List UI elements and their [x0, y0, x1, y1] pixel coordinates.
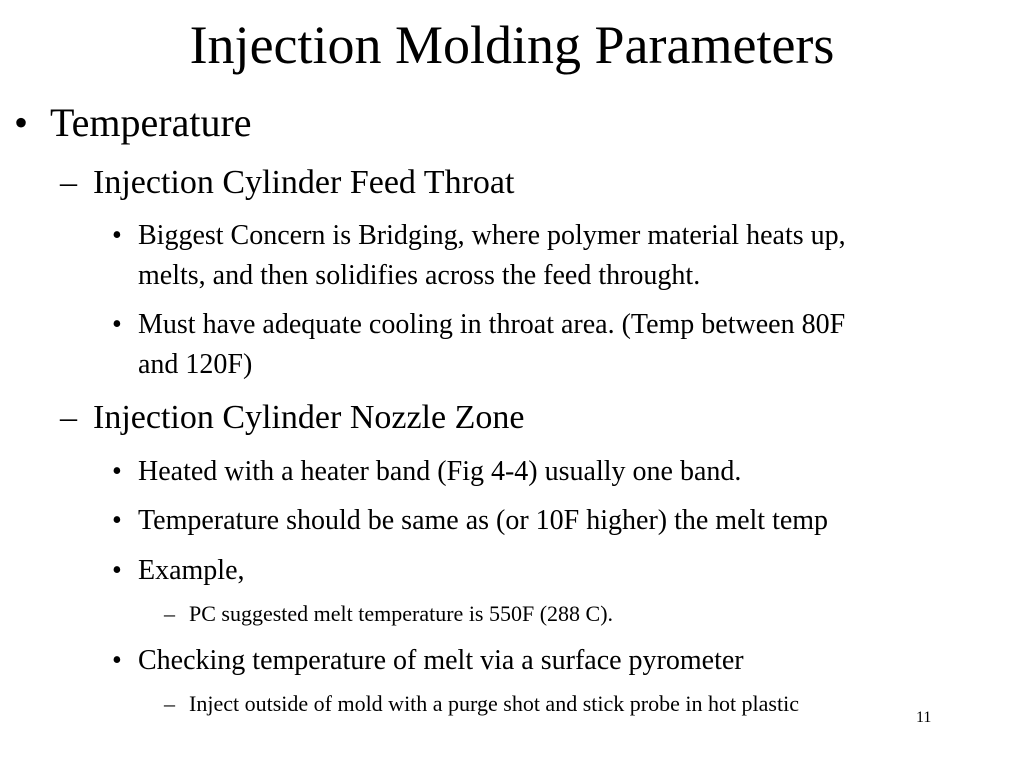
dash-marker: –	[164, 691, 175, 716]
sub-bullet-text: Inject outside of mold with a purge shot and stick probe in hot plastic	[189, 691, 799, 716]
bullet-text: Temperature should be same as (or 10F higher) the melt temp	[138, 505, 829, 536]
slide-number: 11	[916, 709, 932, 726]
dash-marker: –	[60, 164, 77, 201]
bullet-text-line-1: Must have adequate cooling in throat area. (Temp between 80F	[138, 309, 846, 340]
sub-bullet-text: PC suggested melt temperature is 550F (288 C).	[189, 601, 614, 626]
bullet-text: Example,	[138, 555, 245, 586]
slide-title: Injection Molding Parameters	[189, 15, 835, 75]
bullet-marker: •	[112, 456, 122, 487]
bullet-text-line-2: and 120F)	[138, 349, 253, 380]
dash-marker: –	[164, 601, 175, 626]
bullet-marker: •	[112, 645, 122, 676]
bullet-marker: •	[112, 505, 122, 536]
bullet-marker: •	[112, 220, 122, 251]
bullet-marker: •	[112, 309, 122, 340]
bullet-marker: •	[14, 100, 29, 145]
bullet-text-line-1: Biggest Concern is Bridging, where polymer material heats up,	[138, 220, 846, 251]
subheading-text: Injection Cylinder Nozzle Zone	[93, 399, 525, 436]
bullet-text: Heated with a heater band (Fig 4-4) usually one band.	[138, 456, 742, 487]
bullet-text: Temperature	[50, 100, 252, 145]
subheading-text: Injection Cylinder Feed Throat	[93, 164, 515, 201]
bullet-text: Checking temperature of melt via a surface pyrometer	[138, 645, 744, 676]
bullet-text-line-2: melts, and then solidifies across the feed throught.	[138, 260, 701, 291]
dash-marker: –	[60, 399, 77, 436]
bullet-marker: •	[112, 555, 122, 586]
